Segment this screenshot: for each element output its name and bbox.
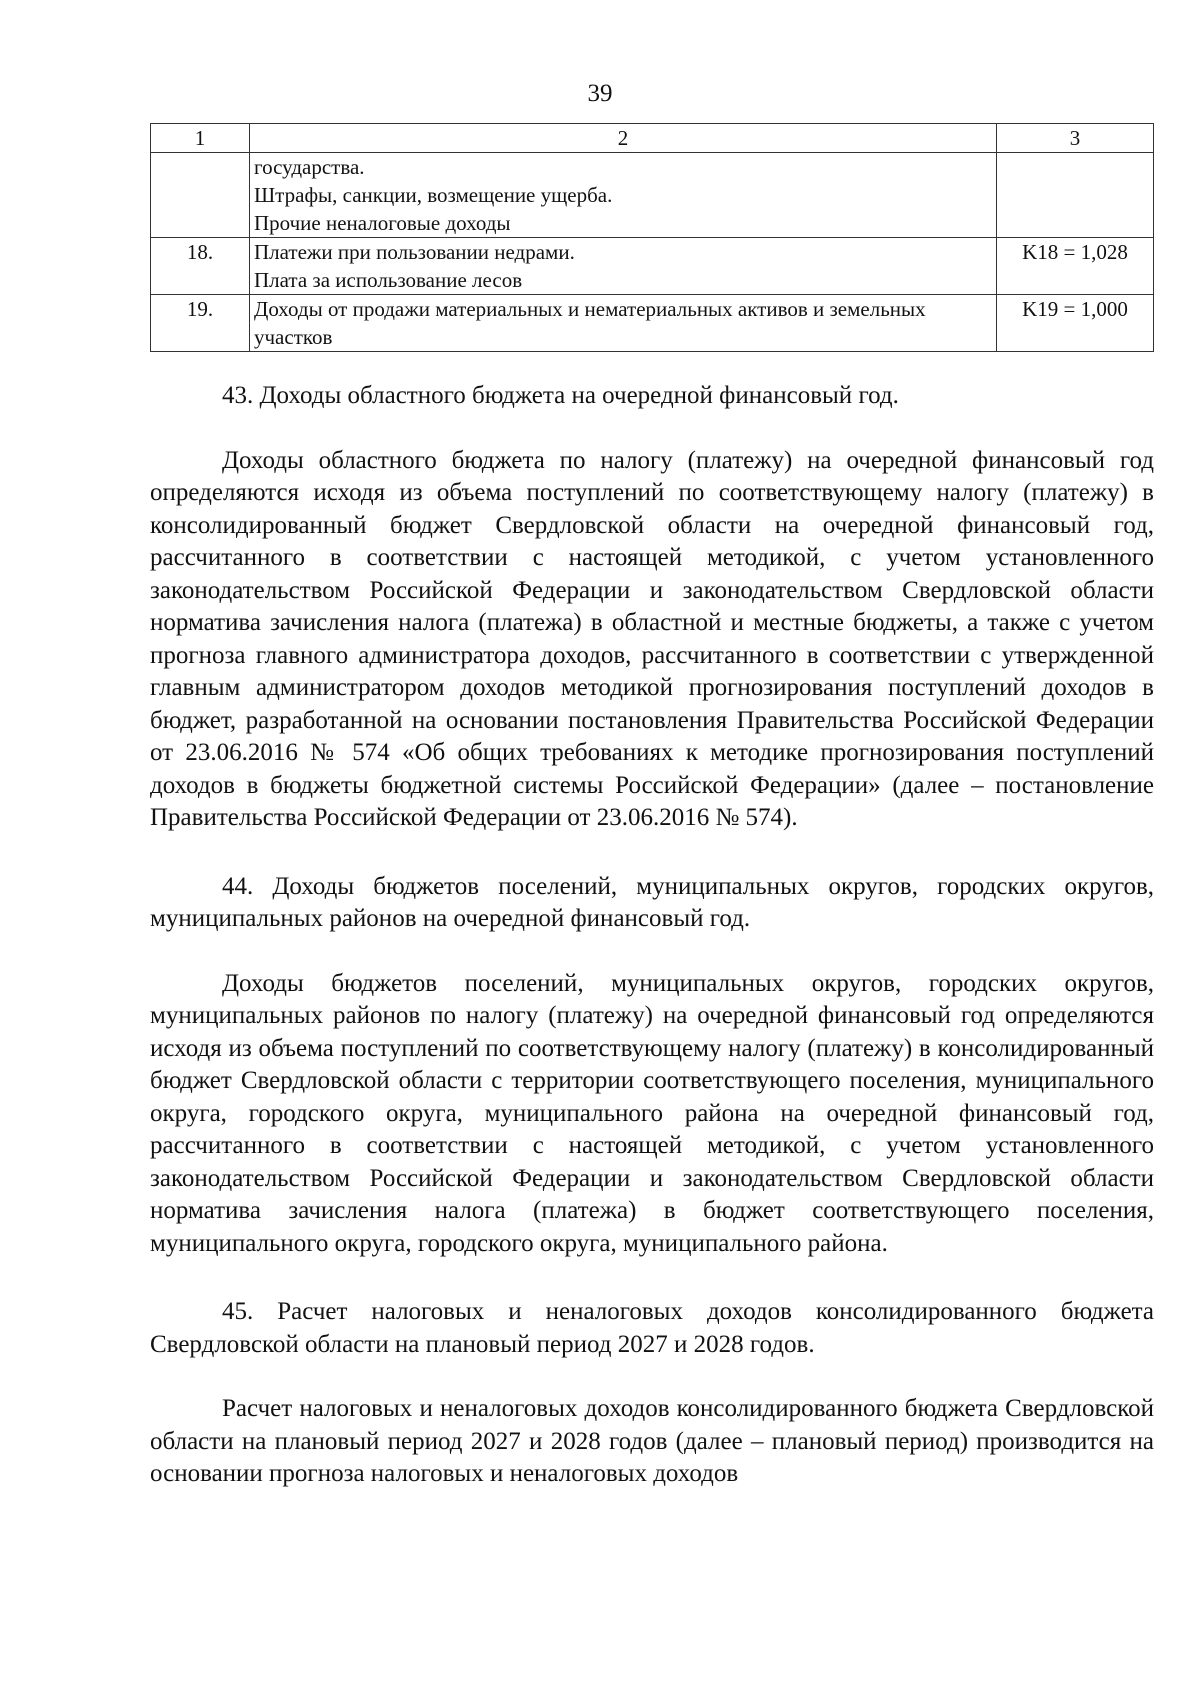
description-line: Доходы от продажи материальных и нематериальных активов и земельных участков <box>254 297 926 349</box>
row-coefficient <box>997 153 1154 238</box>
row-number: 19. <box>151 295 250 352</box>
row-description <box>250 295 997 352</box>
table-row <box>151 295 1154 352</box>
row-number: 18. <box>151 238 250 295</box>
description-line: Платежи при пользовании недрами. <box>254 240 575 264</box>
row-number <box>151 153 250 238</box>
table-header-cell: 2 <box>250 124 997 153</box>
row-description <box>250 153 997 238</box>
document-body <box>150 380 1154 1527</box>
table-header-cell: 1 <box>151 124 250 153</box>
description-line: Штрафы, санкции, возмещение ущерба. <box>254 183 613 207</box>
description-line: Плата за использование лесов <box>254 268 523 292</box>
row-description <box>250 238 997 295</box>
row-coefficient: K19 = 1,000 <box>997 295 1154 352</box>
table-row <box>151 153 1154 238</box>
paragraph: Доходы областного бюджета по налогу (платежу) на очередной финансовый год определяются исходя из объема поступлений по соответствующему налогу (платежу) в консолидированный бюджет Свердловской области на очередной финансовый год, рассчитанного в соответствии с настоящей методикой, с учетом установленного законодательством Российской Федерации и законодательством Свердловской области норматива зачисления налога (платежа) в областной и местные бюджеты, а также с учетом прогноза главного администратора доходов, рассчитанного в соответствии с утвержденной главным администратором доходов методикой прогнозирования поступлений доходов в бюджет, разработанной на основании постановления Правительства Российской Федерации от 23.06.2016 № 574 «Об общих требованиях к методике прогнозирования поступлений доходов в бюджеты бюджетной системы Российской Федерации» (далее – постановление Правительства Российской Федерации от 23.06.2016 № 574). <box>150 446 1154 831</box>
page-number: 39 <box>587 80 613 107</box>
coefficients-table <box>150 123 1154 352</box>
table-header-cell: 3 <box>997 124 1154 153</box>
table-row <box>151 238 1154 295</box>
row-coefficient: K18 = 1,028 <box>997 238 1154 295</box>
paragraph: Расчет налоговых и неналоговых доходов консолидированного бюджета Свердловской области на плановый период 2027 и 2028 годов (далее – плановый период) производится на основании прогноза налоговых и неналоговых доходов <box>150 1395 1154 1487</box>
section-heading-43: 43. Доходы областного бюджета на очередной финансовый год. <box>222 382 899 409</box>
paragraph: Доходы бюджетов поселений, муниципальных округов, городских округов, муниципальных районов по налогу (платежу) на очередной финансовый год определяются исходя из объема поступлений по соответствующему налогу (платежу) в консолидированный бюджет Свердловской области с территории соответствующего поселения, муниципального округа, городского округа, муниципального района на очередной финансовый год, рассчитанного в соответствии с настоящей методикой, с учетом установленного законодательством Российской Федерации и законодательством Свердловской области норматива зачисления налога (платежа) в бюджет соответствующего поселения, муниципального округа, городского округа, муниципального района. <box>150 969 1154 1257</box>
section-heading-45: 45. Расчет налоговых и неналоговых доходов консолидированного бюджета Свердловской области на плановый период 2027 и 2028 годов. <box>150 1298 1154 1358</box>
description-line: государства. <box>254 155 365 179</box>
description-line: Прочие неналоговые доходы <box>254 211 511 235</box>
table-header-row <box>151 124 1154 153</box>
section-heading-44: 44. Доходы бюджетов поселений, муниципальных округов, городских округов, муниципальных районов на очередной финансовый год. <box>150 872 1154 932</box>
